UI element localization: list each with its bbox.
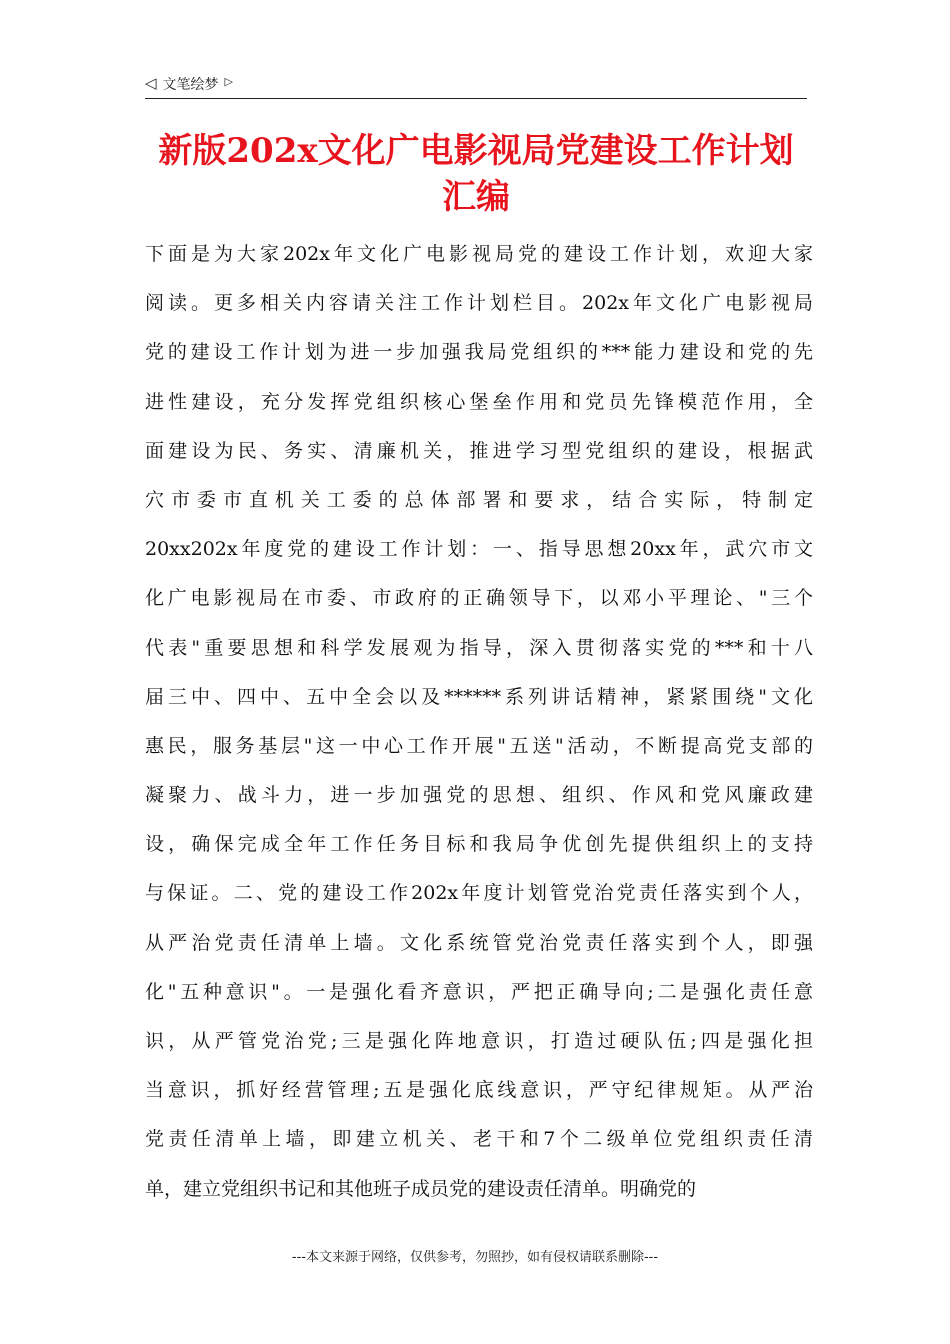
body-line: 党的建设工作计划为进一步加强我局党组织的***能力建设和党的先 [145,341,813,364]
page-footer: ---本文来源于网络，仅供参考，勿照抄，如有侵权请联系删除--- [291,1250,659,1265]
right-triangle-icon: ▷ [224,75,234,88]
body-line: 进性建设，充分发挥党组织核心堡垒作用和党员先锋模范作用，全 [145,390,813,413]
body-line: 穴市委市直机关工委的总体部署和要求，结合实际，特制定 [145,488,813,511]
body-line: 单，建立党组织书记和其他班子成员党的建设责任清单。明确党的 [145,1177,697,1200]
body-line: 设，确保完成全年工作任务目标和我局争优创先提供组织上的支持 [145,833,813,856]
body-line: 化广电影视局在市委、市政府的正确领导下，以邓小平理论、"三个 [145,587,813,610]
body-line: 化"五种意识"。一是强化看齐意识，严把正确导向;二是强化责任意 [145,980,813,1003]
body-line: 惠民，服务基层"这一中心工作开展"五送"活动，不断提高党支部的 [145,734,813,757]
title-line-1: 新版202x文化广电影视局党建设工作计划 [158,131,794,171]
left-triangle-icon: ◁ [145,74,157,92]
body-line: 阅读。更多相关内容请关注工作计划栏目。202x年文化广电影视局 [145,292,813,315]
body-line: 从严治党责任清单上墙。文化系统管党治党责任落实到个人，即强 [145,931,813,954]
header-label: 文笔绘梦 [162,77,219,93]
body-line: 当意识，抓好经营管理;五是强化底线意识，严守纪律规矩。从严治 [145,1079,813,1102]
body-line: 凝聚力、战斗力，进一步加强党的思想、组织、作风和党风廉政建 [145,784,813,807]
body-line: 识，从严管党治党;三是强化阵地意识，打造过硬队伍;四是强化担 [145,1030,813,1052]
body-line: 代表"重要思想和科学发展观为指导，深入贯彻落实党的***和十八 [145,636,813,659]
document-body [145,230,813,1214]
body-line: 面建设为民、务实、清廉机关，推进学习型党组织的建设，根据武 [145,439,813,462]
document-title [120,128,832,220]
body-line: 与保证。二、党的建设工作202x年度计划管党治党责任落实到个人， [145,882,813,905]
body-line: 届三中、四中、五中全会以及******系列讲话精神，紧紧围绕"文化 [145,685,813,708]
body-line: 下面是为大家202x年文化广电影视局党的建设工作计划，欢迎大家 [145,243,813,265]
body-line: 20xx202x年度党的建设工作计划：一、指导思想20xx年，武穴市文 [145,538,813,561]
body-line: 党责任清单上墙，即建立机关、老干和7个二级单位党组织责任清 [145,1128,813,1151]
title-line-2: 汇编 [442,177,510,217]
page-header [145,74,807,99]
